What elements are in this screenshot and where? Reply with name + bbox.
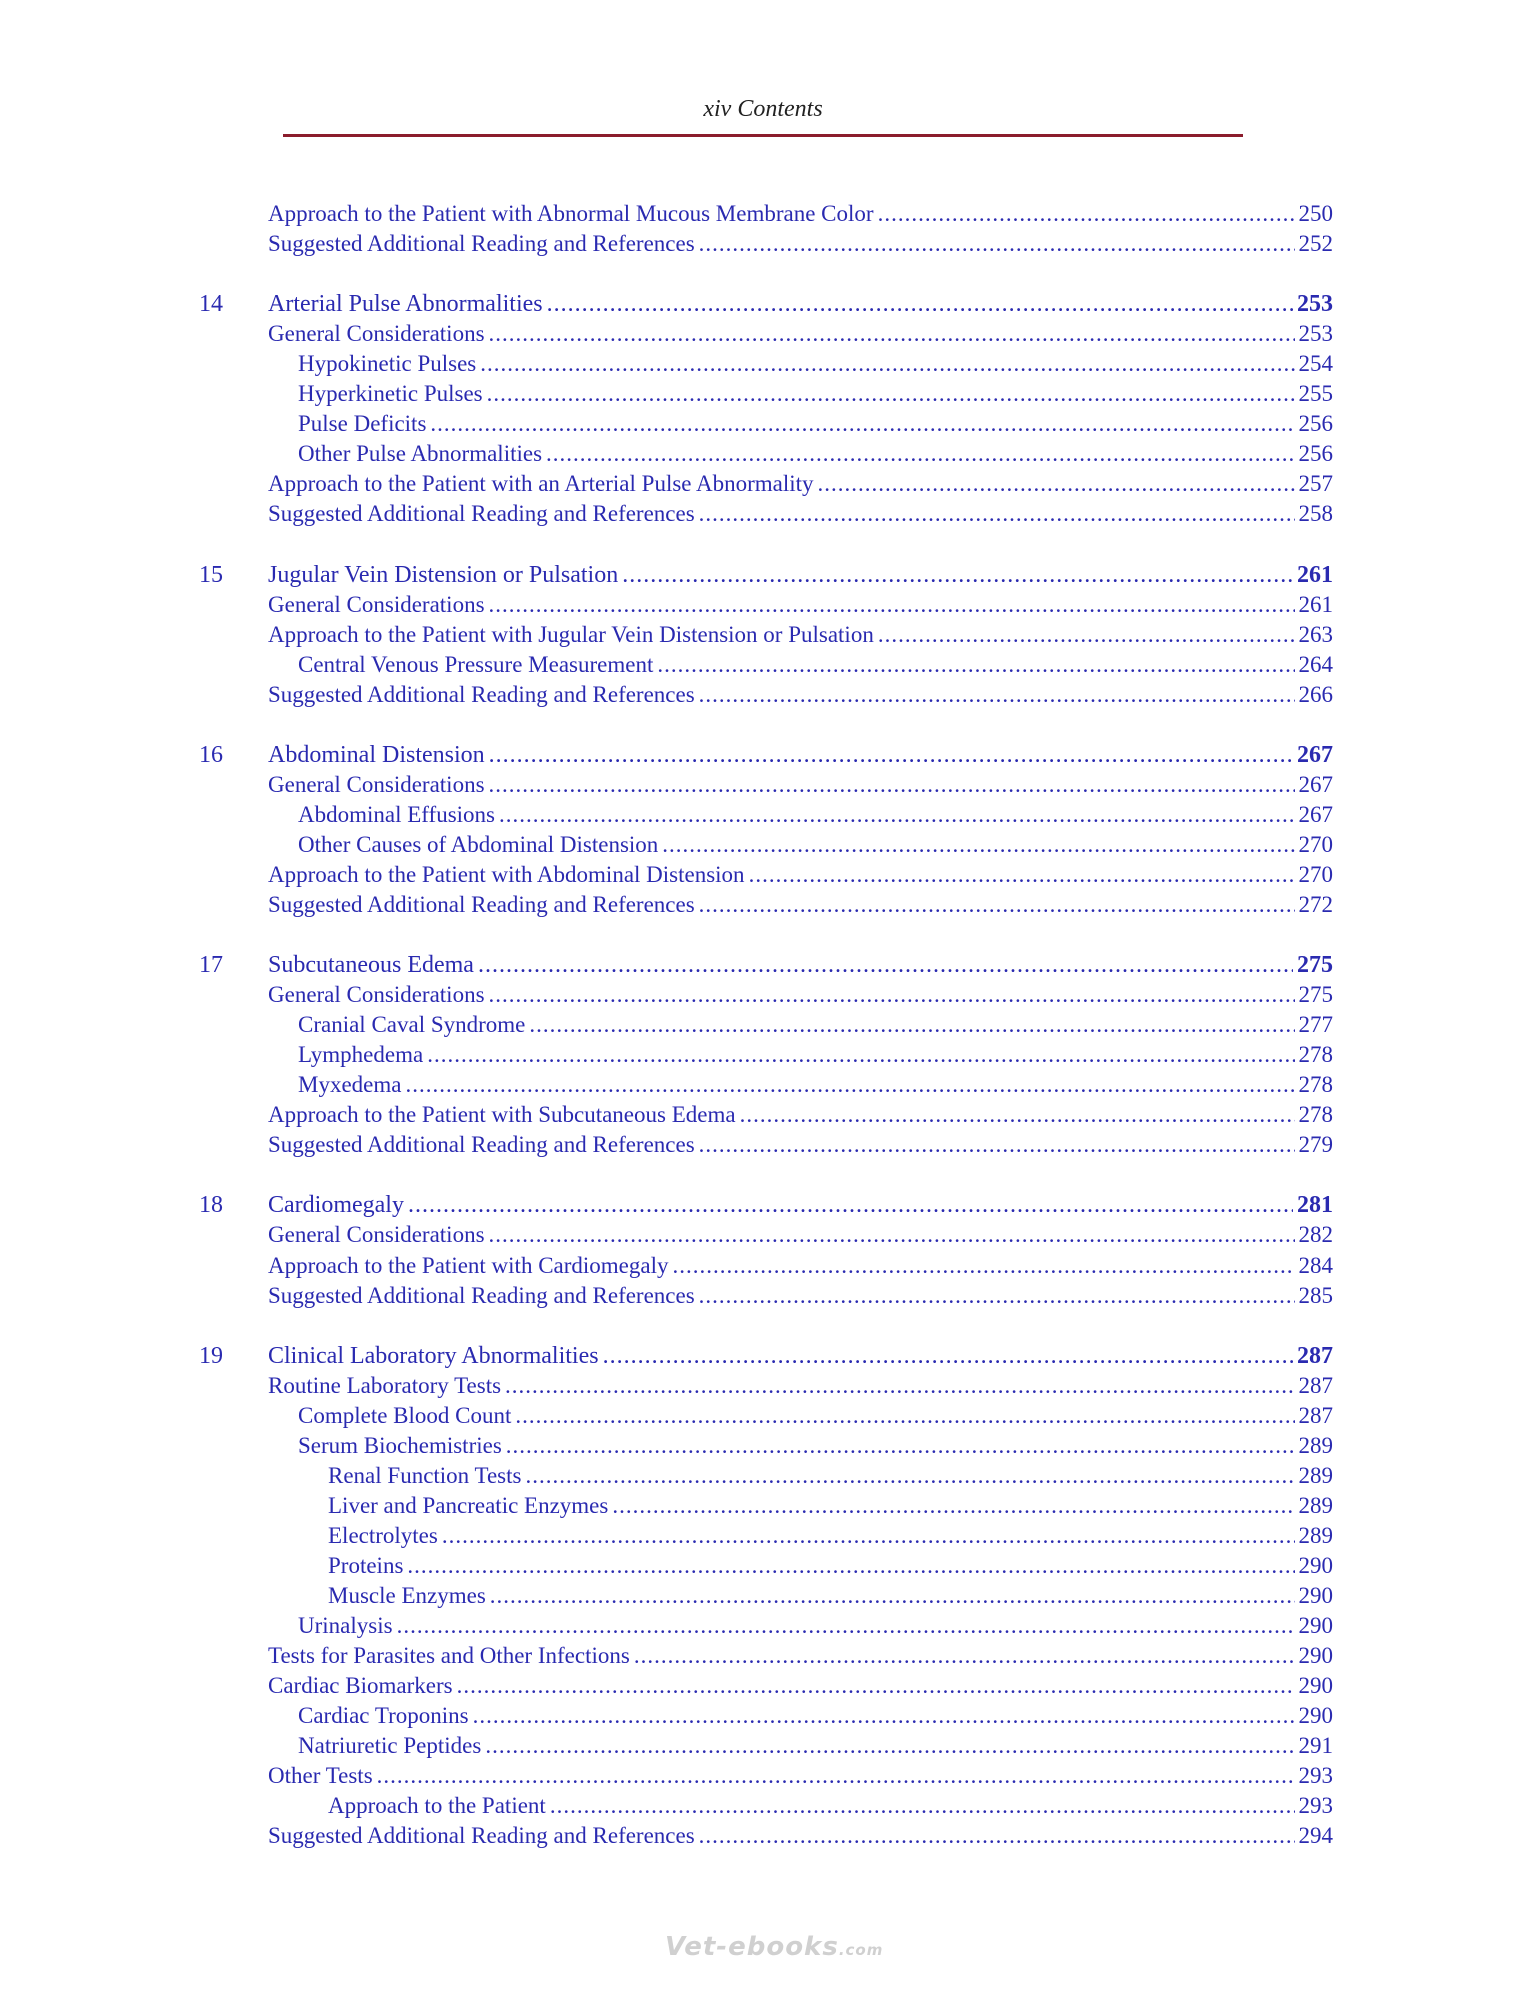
toc-entry-title: Approach to the Patient with Cardiomegaly <box>268 1252 669 1278</box>
toc-entry-title: Approach to the Patient with Jugular Vein Distension or Pulsation <box>268 621 874 647</box>
toc-page-number: 270 <box>1298 861 1333 887</box>
toc-entry-title: Hyperkinetic Pulses <box>298 381 483 407</box>
toc-entry-title: Pulse Deficits <box>298 411 427 437</box>
toc-page-number: 287 <box>1298 1372 1333 1398</box>
toc-entry-title: Urinalysis <box>298 1613 393 1639</box>
toc-page-number: 293 <box>1298 1763 1333 1789</box>
toc-entry-title: Suggested Additional Reading and References <box>268 501 695 527</box>
toc-entry-title: Electrolytes <box>328 1522 438 1548</box>
toc-entry[interactable] <box>268 862 1333 892</box>
dot-leader <box>473 1703 1295 1729</box>
toc-page-number: 287 <box>1297 1342 1333 1369</box>
toc-chapter-entry[interactable] <box>268 1343 1333 1373</box>
toc-entry-title: Myxedema <box>298 1072 402 1098</box>
toc-entry[interactable] <box>328 1553 1333 1583</box>
toc-page-number: 285 <box>1298 1282 1333 1308</box>
chapter-number: 18 <box>199 1192 223 1219</box>
toc-entry[interactable] <box>268 1132 1333 1162</box>
toc-entry[interactable] <box>268 1253 1333 1283</box>
dot-leader <box>499 802 1295 828</box>
toc-entry[interactable] <box>298 381 1333 411</box>
toc-entry[interactable] <box>298 351 1333 381</box>
dot-leader <box>490 1583 1295 1609</box>
toc-page-number: 294 <box>1298 1823 1333 1849</box>
watermark-suffix: .com <box>838 1941 884 1959</box>
toc-page-number: 282 <box>1298 1222 1333 1248</box>
toc-page-number: 253 <box>1297 291 1333 318</box>
toc-page-number: 291 <box>1298 1733 1333 1759</box>
toc-entry-title: Routine Laboratory Tests <box>268 1372 502 1398</box>
toc-chapter-entry[interactable] <box>268 1192 1333 1222</box>
toc-page-number: 263 <box>1298 621 1333 647</box>
toc-entry-title: Liver and Pancreatic Enzymes <box>328 1492 609 1518</box>
toc-page-number: 267 <box>1298 801 1333 827</box>
toc-entry-title: Tests for Parasites and Other Infections <box>268 1643 630 1669</box>
toc-chapter-entry[interactable] <box>268 291 1333 321</box>
dot-leader <box>622 562 1293 589</box>
toc-entry-title: Serum Biochemistries <box>298 1432 502 1458</box>
toc-entry-title: Suggested Additional Reading and References <box>268 1823 695 1849</box>
dot-leader <box>430 411 1294 437</box>
toc-entry-title: Natriuretic Peptides <box>298 1733 482 1759</box>
toc-entry[interactable] <box>298 1042 1333 1072</box>
toc-entry-title: General Considerations <box>268 982 485 1008</box>
toc-chapter-entry[interactable] <box>268 742 1333 772</box>
toc-page-number: 290 <box>1298 1613 1333 1639</box>
toc-entry-title: Other Pulse Abnormalities <box>298 441 543 467</box>
toc-entry-title: Arterial Pulse Abnormalities <box>268 291 543 318</box>
toc-entry-title: Lymphedema <box>298 1042 424 1068</box>
toc-entry-title: Suggested Additional Reading and References <box>268 1132 695 1158</box>
toc-entry-title: Complete Blood Count <box>298 1402 512 1428</box>
toc-page-number: 289 <box>1298 1432 1333 1458</box>
toc-page-number: 290 <box>1298 1673 1333 1699</box>
dot-leader <box>550 1793 1295 1819</box>
toc-entry[interactable] <box>298 832 1333 862</box>
toc-entry[interactable] <box>268 1643 1333 1673</box>
dot-leader <box>485 1733 1294 1759</box>
toc-entry[interactable] <box>328 1463 1333 1493</box>
dot-leader <box>405 1072 1294 1098</box>
toc-entry[interactable] <box>298 411 1333 441</box>
dot-leader <box>699 231 1295 257</box>
chapter-number: 17 <box>199 952 223 979</box>
running-header: xiv Contents <box>703 96 823 122</box>
dot-leader <box>407 1553 1294 1579</box>
toc-entry-title: Proteins <box>328 1552 404 1578</box>
dot-leader <box>749 862 1295 888</box>
toc-page-number: 290 <box>1298 1552 1333 1578</box>
toc-entry[interactable] <box>328 1523 1333 1553</box>
toc-entry[interactable] <box>268 1763 1333 1793</box>
dot-leader <box>489 592 1295 618</box>
toc-chapter-entry[interactable] <box>268 562 1333 592</box>
toc-entry-title: Approach to the Patient <box>328 1793 546 1819</box>
dot-leader <box>699 892 1295 918</box>
dot-leader <box>480 351 1294 377</box>
toc-entry[interactable] <box>298 1433 1333 1463</box>
toc-entry-title: General Considerations <box>268 771 485 797</box>
toc-entry[interactable] <box>298 802 1333 832</box>
toc-entry-title: Subcutaneous Edema <box>268 952 474 979</box>
dot-leader <box>525 1463 1294 1489</box>
dot-leader <box>699 501 1295 527</box>
toc-page-number: 290 <box>1298 1583 1333 1608</box>
toc-entry-title: Suggested Additional Reading and References <box>268 681 695 707</box>
watermark-text: Vet-ebooks <box>665 1932 839 1962</box>
toc-page-number: 290 <box>1298 1643 1333 1669</box>
dot-leader <box>818 471 1295 497</box>
toc-entry[interactable] <box>268 471 1333 501</box>
toc-entry[interactable] <box>268 501 1333 531</box>
toc-entry-title: Suggested Additional Reading and References <box>268 892 695 917</box>
dot-leader <box>397 1613 1295 1639</box>
toc-page-number: 267 <box>1297 741 1333 768</box>
chapter-number: 19 <box>199 1342 223 1369</box>
dot-leader <box>603 1343 1293 1370</box>
dot-leader <box>427 1042 1294 1068</box>
toc-page-number: 293 <box>1298 1793 1333 1819</box>
toc-entry-title: Clinical Laboratory Abnormalities <box>268 1342 599 1369</box>
toc-entry-title: Other Tests <box>268 1763 373 1789</box>
toc-entry-title: Approach to the Patient with an Arterial Pulse Abnormality <box>268 471 814 497</box>
dot-leader <box>699 1283 1295 1309</box>
dot-leader <box>515 1403 1294 1429</box>
toc-entry-title: Renal Function Tests <box>328 1462 522 1488</box>
toc-entry[interactable] <box>298 1012 1333 1042</box>
dot-leader <box>489 742 1293 769</box>
dot-leader <box>673 1253 1295 1279</box>
toc-entry[interactable] <box>298 1072 1333 1102</box>
toc-page-number: 284 <box>1298 1252 1333 1278</box>
toc-entry-title: General Considerations <box>268 321 485 347</box>
dot-leader <box>546 441 1294 467</box>
dot-leader <box>457 1673 1295 1699</box>
toc-entry[interactable] <box>268 321 1333 351</box>
toc-entry[interactable] <box>328 1493 1333 1523</box>
toc-page-number: 278 <box>1298 1102 1333 1128</box>
dot-leader <box>529 1012 1294 1038</box>
toc-page-number: 289 <box>1298 1492 1333 1518</box>
dot-leader <box>657 652 1294 678</box>
toc-entry-title: Jugular Vein Distension or Pulsation <box>268 561 619 588</box>
toc-entry-title: Abdominal Distension <box>268 741 485 768</box>
toc-entry-title: Approach to the Patient with Abdominal Distension <box>268 861 745 887</box>
toc-page-number: 258 <box>1298 501 1333 527</box>
toc-entry[interactable] <box>298 1613 1333 1643</box>
toc-page-number: 261 <box>1298 591 1333 617</box>
toc-entry[interactable] <box>298 1733 1333 1763</box>
toc-page-number: 275 <box>1297 952 1333 979</box>
dot-leader <box>478 952 1293 979</box>
toc-page-number: 250 <box>1298 201 1333 226</box>
toc-entry-title: Suggested Additional Reading and References <box>268 231 695 257</box>
toc-page-number: 272 <box>1298 892 1333 917</box>
toc-entry[interactable] <box>298 441 1333 471</box>
toc-page-number: 261 <box>1297 561 1333 588</box>
dot-leader <box>487 381 1295 407</box>
toc-entry[interactable] <box>268 1283 1333 1313</box>
dot-leader <box>699 682 1295 708</box>
dot-leader <box>878 622 1295 648</box>
toc-entry-title: Central Venous Pressure Measurement <box>298 651 654 677</box>
toc-page-number: 275 <box>1298 982 1333 1008</box>
toc-entry[interactable] <box>268 592 1333 622</box>
toc-page-number: 290 <box>1298 1703 1333 1729</box>
toc-entry[interactable] <box>268 1823 1333 1853</box>
dot-leader <box>377 1763 1295 1789</box>
toc-page-number: 264 <box>1298 651 1333 677</box>
dot-leader <box>662 832 1294 858</box>
toc-page-number: 289 <box>1298 1462 1333 1488</box>
toc-page-number: 266 <box>1298 681 1333 707</box>
toc-entry[interactable] <box>268 1373 1333 1403</box>
dot-leader <box>699 1823 1295 1849</box>
toc-entry[interactable] <box>268 622 1333 652</box>
toc-page-number: 270 <box>1298 831 1333 857</box>
dot-leader <box>699 1132 1295 1158</box>
toc-entry[interactable] <box>328 1793 1333 1823</box>
toc-entry-title: Approach to the Patient with Abnormal Mucous Membrane Color <box>268 201 874 226</box>
toc-entry-title: Cardiomegaly <box>268 1192 404 1219</box>
toc-page-number: 277 <box>1298 1012 1333 1038</box>
toc-entry[interactable] <box>268 1102 1333 1132</box>
dot-leader <box>634 1643 1295 1669</box>
toc-page-number: 278 <box>1298 1072 1333 1098</box>
toc-page-number: 289 <box>1298 1522 1333 1548</box>
dot-leader <box>878 201 1295 227</box>
chapter-number: 16 <box>199 741 223 768</box>
dot-leader <box>442 1523 1295 1549</box>
dot-leader <box>408 1192 1293 1219</box>
toc-entry-title: Muscle Enzymes <box>328 1583 486 1608</box>
toc-entry[interactable] <box>298 1403 1333 1433</box>
toc-entry-title: Cranial Caval Syndrome <box>298 1012 526 1038</box>
toc-page-number: 256 <box>1298 411 1333 437</box>
toc-entry-title: General Considerations <box>268 591 485 617</box>
toc-entry[interactable] <box>328 1583 1333 1613</box>
toc-entry-title: Approach to the Patient with Subcutaneous Edema <box>268 1102 736 1128</box>
dot-leader <box>506 1433 1295 1459</box>
toc-entry[interactable] <box>298 652 1333 682</box>
dot-leader <box>489 1222 1295 1248</box>
toc-entry[interactable] <box>298 1703 1333 1733</box>
toc-page-number: 281 <box>1297 1192 1333 1219</box>
toc-entry[interactable] <box>268 201 1333 231</box>
toc-entry[interactable] <box>268 231 1333 261</box>
dot-leader <box>489 321 1295 347</box>
toc-entry-title: Hypokinetic Pulses <box>298 351 477 377</box>
toc-entry-title: General Considerations <box>268 1222 485 1248</box>
toc-page-number: 256 <box>1298 441 1333 467</box>
toc-entry[interactable] <box>268 892 1333 922</box>
toc-page-number: 278 <box>1298 1042 1333 1068</box>
toc-entry[interactable] <box>268 772 1333 802</box>
toc-page-number: 287 <box>1298 1402 1333 1428</box>
toc-page-number: 252 <box>1298 231 1333 257</box>
dot-leader <box>547 291 1293 318</box>
header-rule <box>283 134 1243 137</box>
toc-page-number: 255 <box>1298 381 1333 407</box>
chapter-number: 15 <box>199 561 223 588</box>
toc-page-number: 254 <box>1298 351 1333 377</box>
dot-leader <box>740 1102 1295 1128</box>
toc-page-number: 279 <box>1298 1132 1333 1158</box>
toc-entry[interactable] <box>268 982 1333 1012</box>
dot-leader <box>489 772 1295 798</box>
toc-entry-title: Abdominal Effusions <box>298 801 495 827</box>
dot-leader <box>489 982 1295 1008</box>
toc-entry[interactable] <box>268 1673 1333 1703</box>
toc-entry-title: Suggested Additional Reading and References <box>268 1282 695 1308</box>
toc-page-number: 257 <box>1298 471 1333 497</box>
toc-entry[interactable] <box>268 1222 1333 1252</box>
dot-leader <box>505 1373 1294 1399</box>
toc-chapter-entry[interactable] <box>268 952 1333 982</box>
toc-page-number: 267 <box>1298 771 1333 797</box>
toc-entry[interactable] <box>268 682 1333 712</box>
toc-entry-title: Cardiac Troponins <box>298 1703 469 1729</box>
toc-entry-title: Other Causes of Abdominal Distension <box>298 831 659 857</box>
chapter-number: 14 <box>199 291 223 318</box>
toc-entry-title: Cardiac Biomarkers <box>268 1673 453 1699</box>
watermark-logo <box>665 1932 885 1968</box>
toc-page-number: 253 <box>1298 321 1333 347</box>
dot-leader <box>612 1493 1294 1519</box>
